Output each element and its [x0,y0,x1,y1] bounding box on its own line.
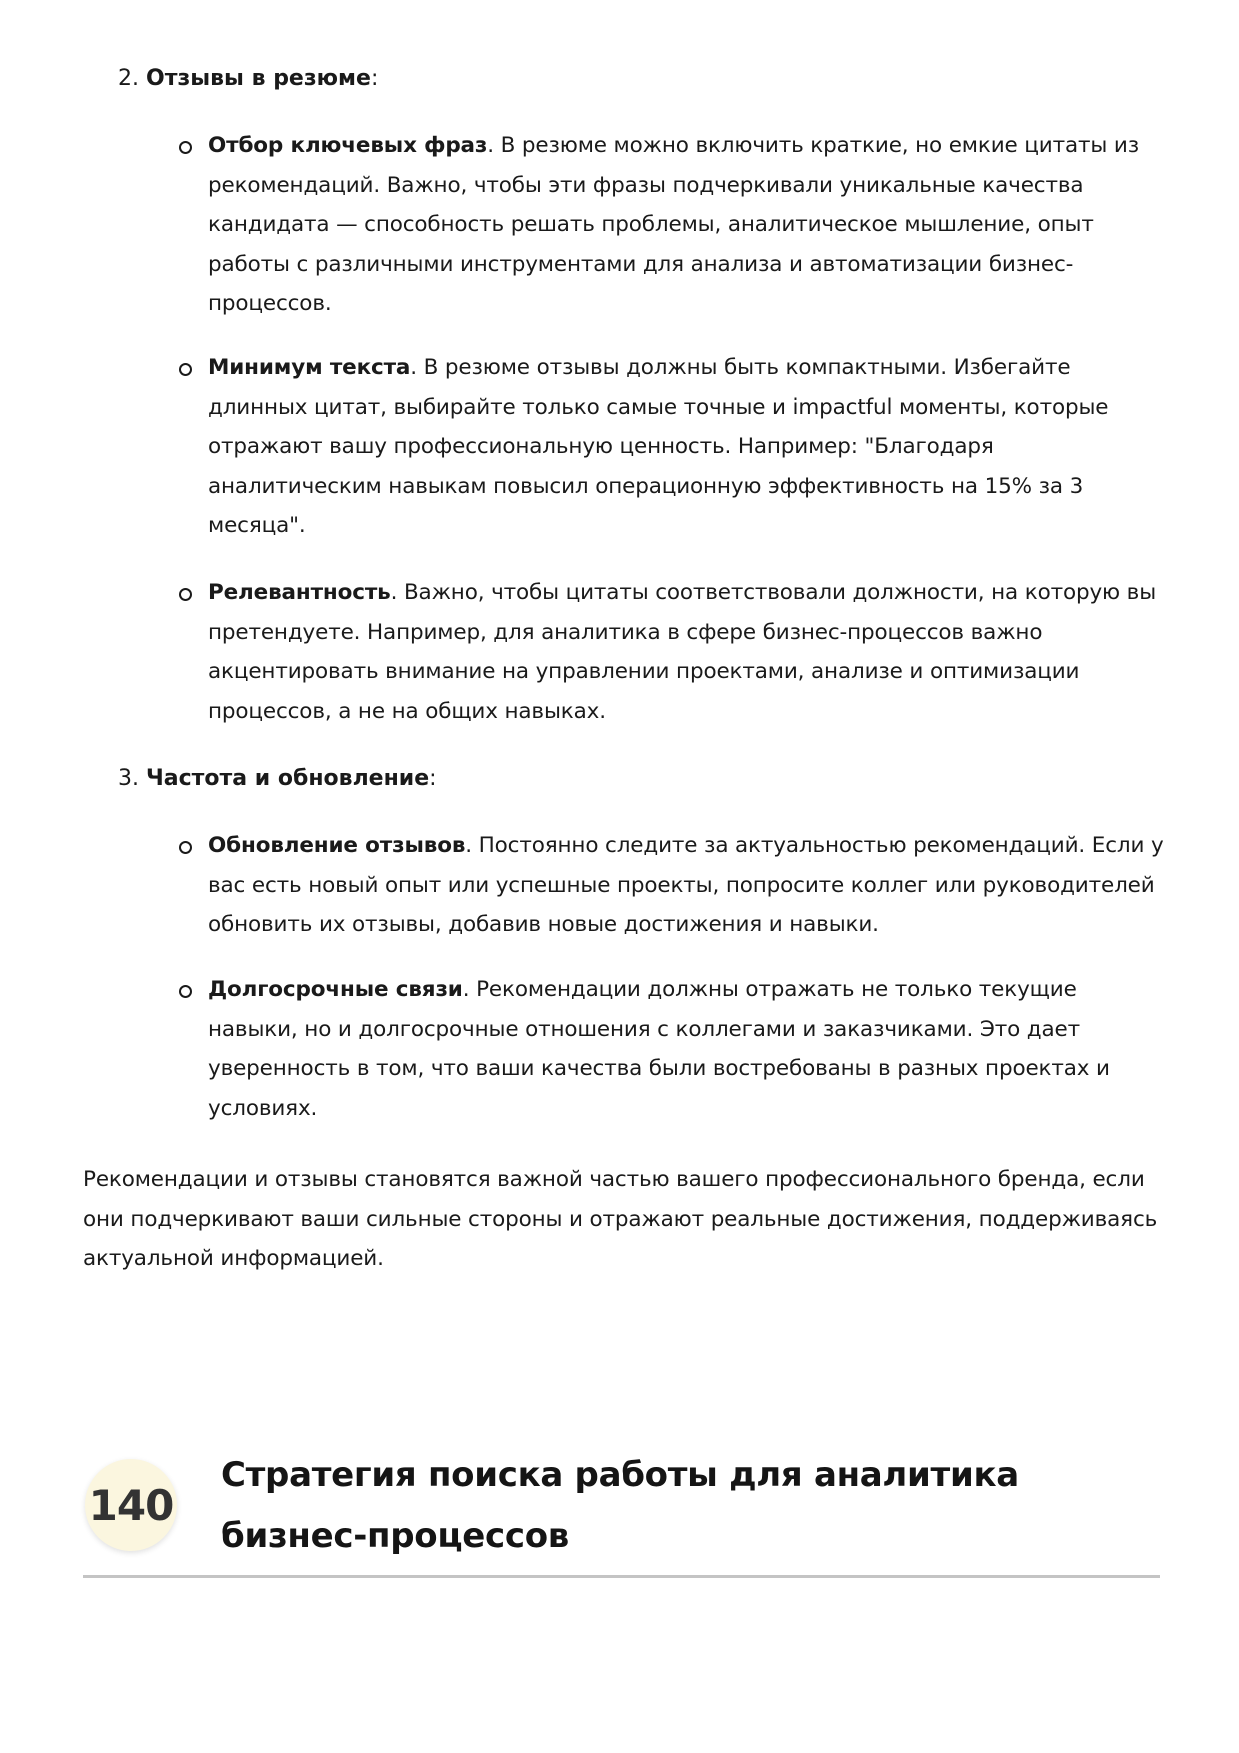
sub-list-item [208,826,1168,945]
sub-item-term: Отбор ключевых фраз [208,133,488,158]
list-item-title: Частота и обновление [146,766,430,791]
sub-item-text: . Рекомендации должны отражать не только текущие навыки, но и долгосрочные отношения с коллегами и заказчиками. Это дает уверенность в том, что ваши качества были востребованы в разных проектах и условиях. [208,977,1110,1121]
circle-bullet-icon [179,841,192,854]
sub-list-item [208,348,1168,546]
sub-item-text: . Важно, чтобы цитаты соответствовали должности, на которую вы претендуете. Например, для аналитика в сфере бизнес-процессов важно акцентировать внимание на управлении проектами, анализе и оптимизации процессов, а не на общих навыках. [208,580,1157,724]
sub-item-text: . В резюме отзывы должны быть компактными. Избегайте длинных цитат, выбирайте только самые точные и impactful моменты, которые отражают вашу профессиональную ценность. Например: "Благодаря аналитическим навыкам повысил операционную эффективность на 15% за 3 месяца". [208,355,1109,538]
chapter-number-badge: 140 [85,1459,177,1551]
list-item-3 [118,764,437,794]
sub-item-term: Релевантность [208,580,391,605]
sub-item-text: . В резюме можно включить краткие, но емкие цитаты из рекомендаций. Важно, чтобы эти фразы подчеркивали уникальные качества кандидата — способность решать проблемы, аналитическое мышление, опыт работы с различными инструментами для анализа и автоматизации бизнес-процессов. [208,133,1139,316]
list-item-suffix: : [370,66,379,91]
circle-bullet-icon [179,363,192,376]
list-item-suffix: : [429,766,437,791]
circle-bullet-icon [179,141,192,154]
sub-list-item [208,126,1168,324]
sub-item-term: Минимум текста [208,355,411,380]
summary-paragraph: Рекомендации и отзывы становятся важной частью вашего профессионального бренда, если они подчеркивают ваши сильные стороны и отражают реальные достижения, поддерживаясь актуальной информацией. [83,1167,1158,1271]
sub-item-text: . Постоянно следите за актуальностью рекомендаций. Если у вас есть новый опыт или успешные проекты, попросите коллег или руководителей обновить их отзывы, добавив новые достижения и навыки. [208,833,1164,937]
sub-list-item [208,573,1168,731]
list-item-2 [118,64,378,94]
circle-bullet-icon [179,588,192,601]
chapter-title: Стратегия поиска работы для аналитика бизнес-процессов [221,1455,1019,1556]
list-number: 3. [118,766,139,791]
circle-bullet-icon [179,985,192,998]
chapter-heading [83,1440,1160,1578]
sub-item-term: Долгосрочные связи [208,977,463,1002]
list-number: 2. [118,66,139,91]
sub-item-term: Обновление отзывов [208,833,466,858]
sub-list-item [208,970,1168,1128]
list-item-title: Отзывы в резюме [146,66,371,91]
